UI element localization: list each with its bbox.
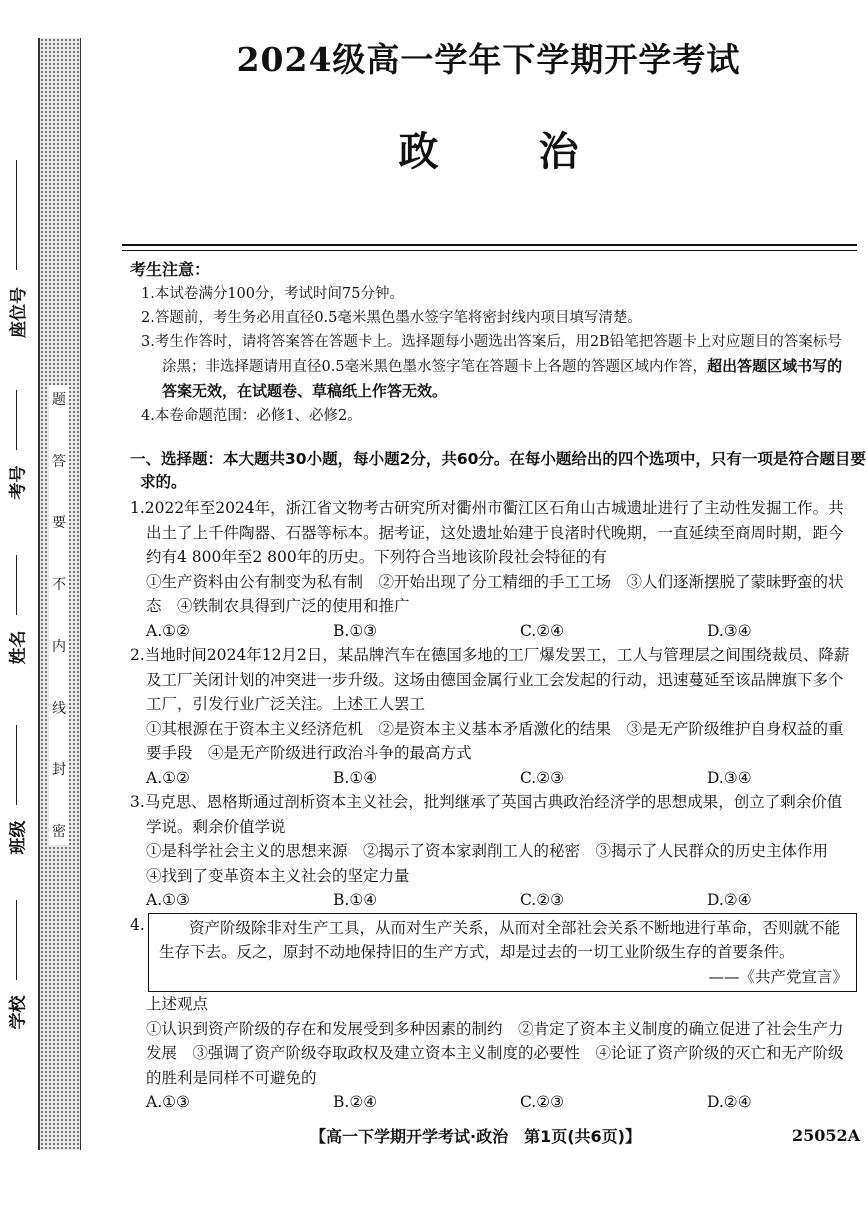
seal-char: 封 <box>52 762 66 779</box>
question-list <box>130 496 857 1115</box>
option-c: C.②③ <box>520 1093 565 1111</box>
page-footer: 【高一下学期开学考试·政治 第1页(共6页)】 <box>310 1127 641 1146</box>
exam-number-label: 考号 <box>8 465 29 500</box>
seal-char: 内 <box>52 638 66 655</box>
seat-number-label: 座位号 <box>8 287 29 338</box>
notice-item <box>130 330 855 404</box>
quote-source: ——《共产党宣言》 <box>708 967 848 986</box>
option-b: B.①④ <box>333 768 378 787</box>
seal-char: 要 <box>52 515 66 532</box>
quote-text: 资产阶级除非对生产工具，从而对生产关系，从而对全部社会关系不断地进行革命，否则就不能生存下去。反之，原封不动地保持旧的生产方式，却是过去的一切工业阶级生存的首要条件。 <box>159 918 841 961</box>
option-c: C.②④ <box>520 621 565 640</box>
seal-char: 答 <box>52 453 66 470</box>
question-number: 4. <box>130 915 145 934</box>
option-b: B.①③ <box>333 621 378 640</box>
option-b: B.①④ <box>333 891 378 909</box>
notice-item-text: 3.考生作答时，请将答案答在答题卡上。选择题每小题选出答案后，用2B铅笔把答题卡上对应题目的答案标号涂黑；非选择题请用直径0.5毫米黑色墨水签字笔在答题卡上各题的答题区域内作答， <box>141 334 842 375</box>
question-stem: 上述观点 <box>146 995 209 1013</box>
seal-char: 不 <box>52 577 66 594</box>
question-stem: 1.2022年至2024年，浙江省文物考古研究所对衢州市衢江区石角山古城遗址进行了主动性发掘工作。共出土了上千件陶器、石器等标本。据考证，这处遗址始建于良渚时代晚期，一直延续至商周时期，距今约有4 800年至2 800年的历史。下列符合当地该阶段社会特征的有 <box>130 499 844 566</box>
candidate-notice <box>130 258 855 428</box>
header-divider <box>122 244 857 246</box>
name-field <box>0 555 32 665</box>
question <box>130 790 857 913</box>
question <box>130 913 857 1115</box>
notice-item-emphasis: 超出答题区域书写的答案无效，在试题卷、草稿纸上作答无效。 <box>162 357 843 400</box>
option-a: A.①③ <box>146 1093 190 1111</box>
question-statements: ①是科学社会主义的思想来源 ②揭示了资本家剥削工人的秘密 ③揭示了人民群众的历史主体作用 ④找到了变革资本主义社会的坚定力量 <box>146 842 844 885</box>
seal-char: 题 <box>52 392 66 408</box>
exam-number-field <box>0 390 32 500</box>
exam-title: 2024级高一学年下学期开学考试 <box>236 40 741 79</box>
question-stem: 3.马克思、恩格斯通过剖析资本主义社会，批判继承了英国古典政治经济学的思想成果，创立了剩余价值学说。剩余价值学说 <box>130 793 843 836</box>
class-label: 班级 <box>8 820 29 855</box>
name-label: 姓名 <box>8 630 29 665</box>
answer-options <box>130 766 857 791</box>
seal-char: 密 <box>52 823 66 840</box>
question-statements: ①认识到资产阶级的存在和发展受到多种因素的制约 ②肯定了资本主义制度的确立促进了社会生产力发展 ③强调了资产阶级夺取政权及建立资本主义制度的必要性 ④论证了资产阶级的灭亡和无产阶级的胜利是同样不可避免的 <box>146 1019 844 1087</box>
question <box>130 496 857 643</box>
quote-box <box>148 913 857 993</box>
notice-heading: 考生注意： <box>130 260 211 279</box>
paper-code: 25052A <box>792 1126 861 1145</box>
quote-block <box>130 913 857 993</box>
option-c: C.②③ <box>520 768 565 787</box>
answer-options <box>130 1090 857 1115</box>
notice-item: 4.本卷命题范围：必修1、必修2。 <box>141 408 362 424</box>
section-heading: 一、选择题：本大题共30小题，每小题2分，共60分。在每小题给出的四个选项中，只有一项是符合题目要求的。 <box>130 450 866 491</box>
seal-char: 线 <box>52 700 66 717</box>
option-d: D.③④ <box>707 768 752 787</box>
option-a: A.①② <box>146 768 190 787</box>
subject-title: 政治 <box>398 128 679 175</box>
question-statements: ①其根源在于资本主义经济危机 ②是资本主义基本矛盾激化的结果 ③是无产阶级维护自身权益的重要手段 ④是无产阶级进行政治斗争的最高方式 <box>146 719 844 762</box>
option-b: B.②④ <box>333 1093 378 1111</box>
option-d: D.②④ <box>707 1093 752 1111</box>
answer-options <box>130 888 857 913</box>
option-a: A.①② <box>146 621 190 640</box>
class-field <box>0 725 32 855</box>
option-d: D.②④ <box>707 891 752 909</box>
option-c: C.②③ <box>520 891 565 909</box>
question-stem: 2.当地时间2024年12月2日，某品牌汽车在德国多地的工厂爆发罢工，工人与管理层之间围绕裁员、降薪及工厂关闭计划的冲突进一步升级。这场由德国金属行业工会发起的行动，迅速蔓延至该品牌旗下多个工厂，引发行业广泛关注。上述工人罢工 <box>130 646 850 713</box>
school-field <box>0 900 32 1030</box>
question-statements: ①生产资料由公有制变为私有制 ②开始出现了分工精细的手工工场 ③人们逐渐摆脱了蒙昧野蛮的状态 ④铁制农具得到广泛的使用和推广 <box>146 572 844 615</box>
seat-number-field <box>0 160 32 338</box>
option-d: D.③④ <box>707 621 752 640</box>
seal-line-text <box>49 385 69 845</box>
notice-item: 1.本试卷满分100分，考试时间75分钟。 <box>141 286 404 302</box>
header-divider-thin <box>122 250 857 251</box>
option-a: A.①③ <box>146 891 190 909</box>
school-label: 学校 <box>8 995 29 1030</box>
answer-options <box>130 619 857 644</box>
notice-item: 2.答题前，考生务必用直径0.5毫米黑色墨水签字笔将密封线内项目填写清楚。 <box>141 310 642 326</box>
question <box>130 643 857 790</box>
